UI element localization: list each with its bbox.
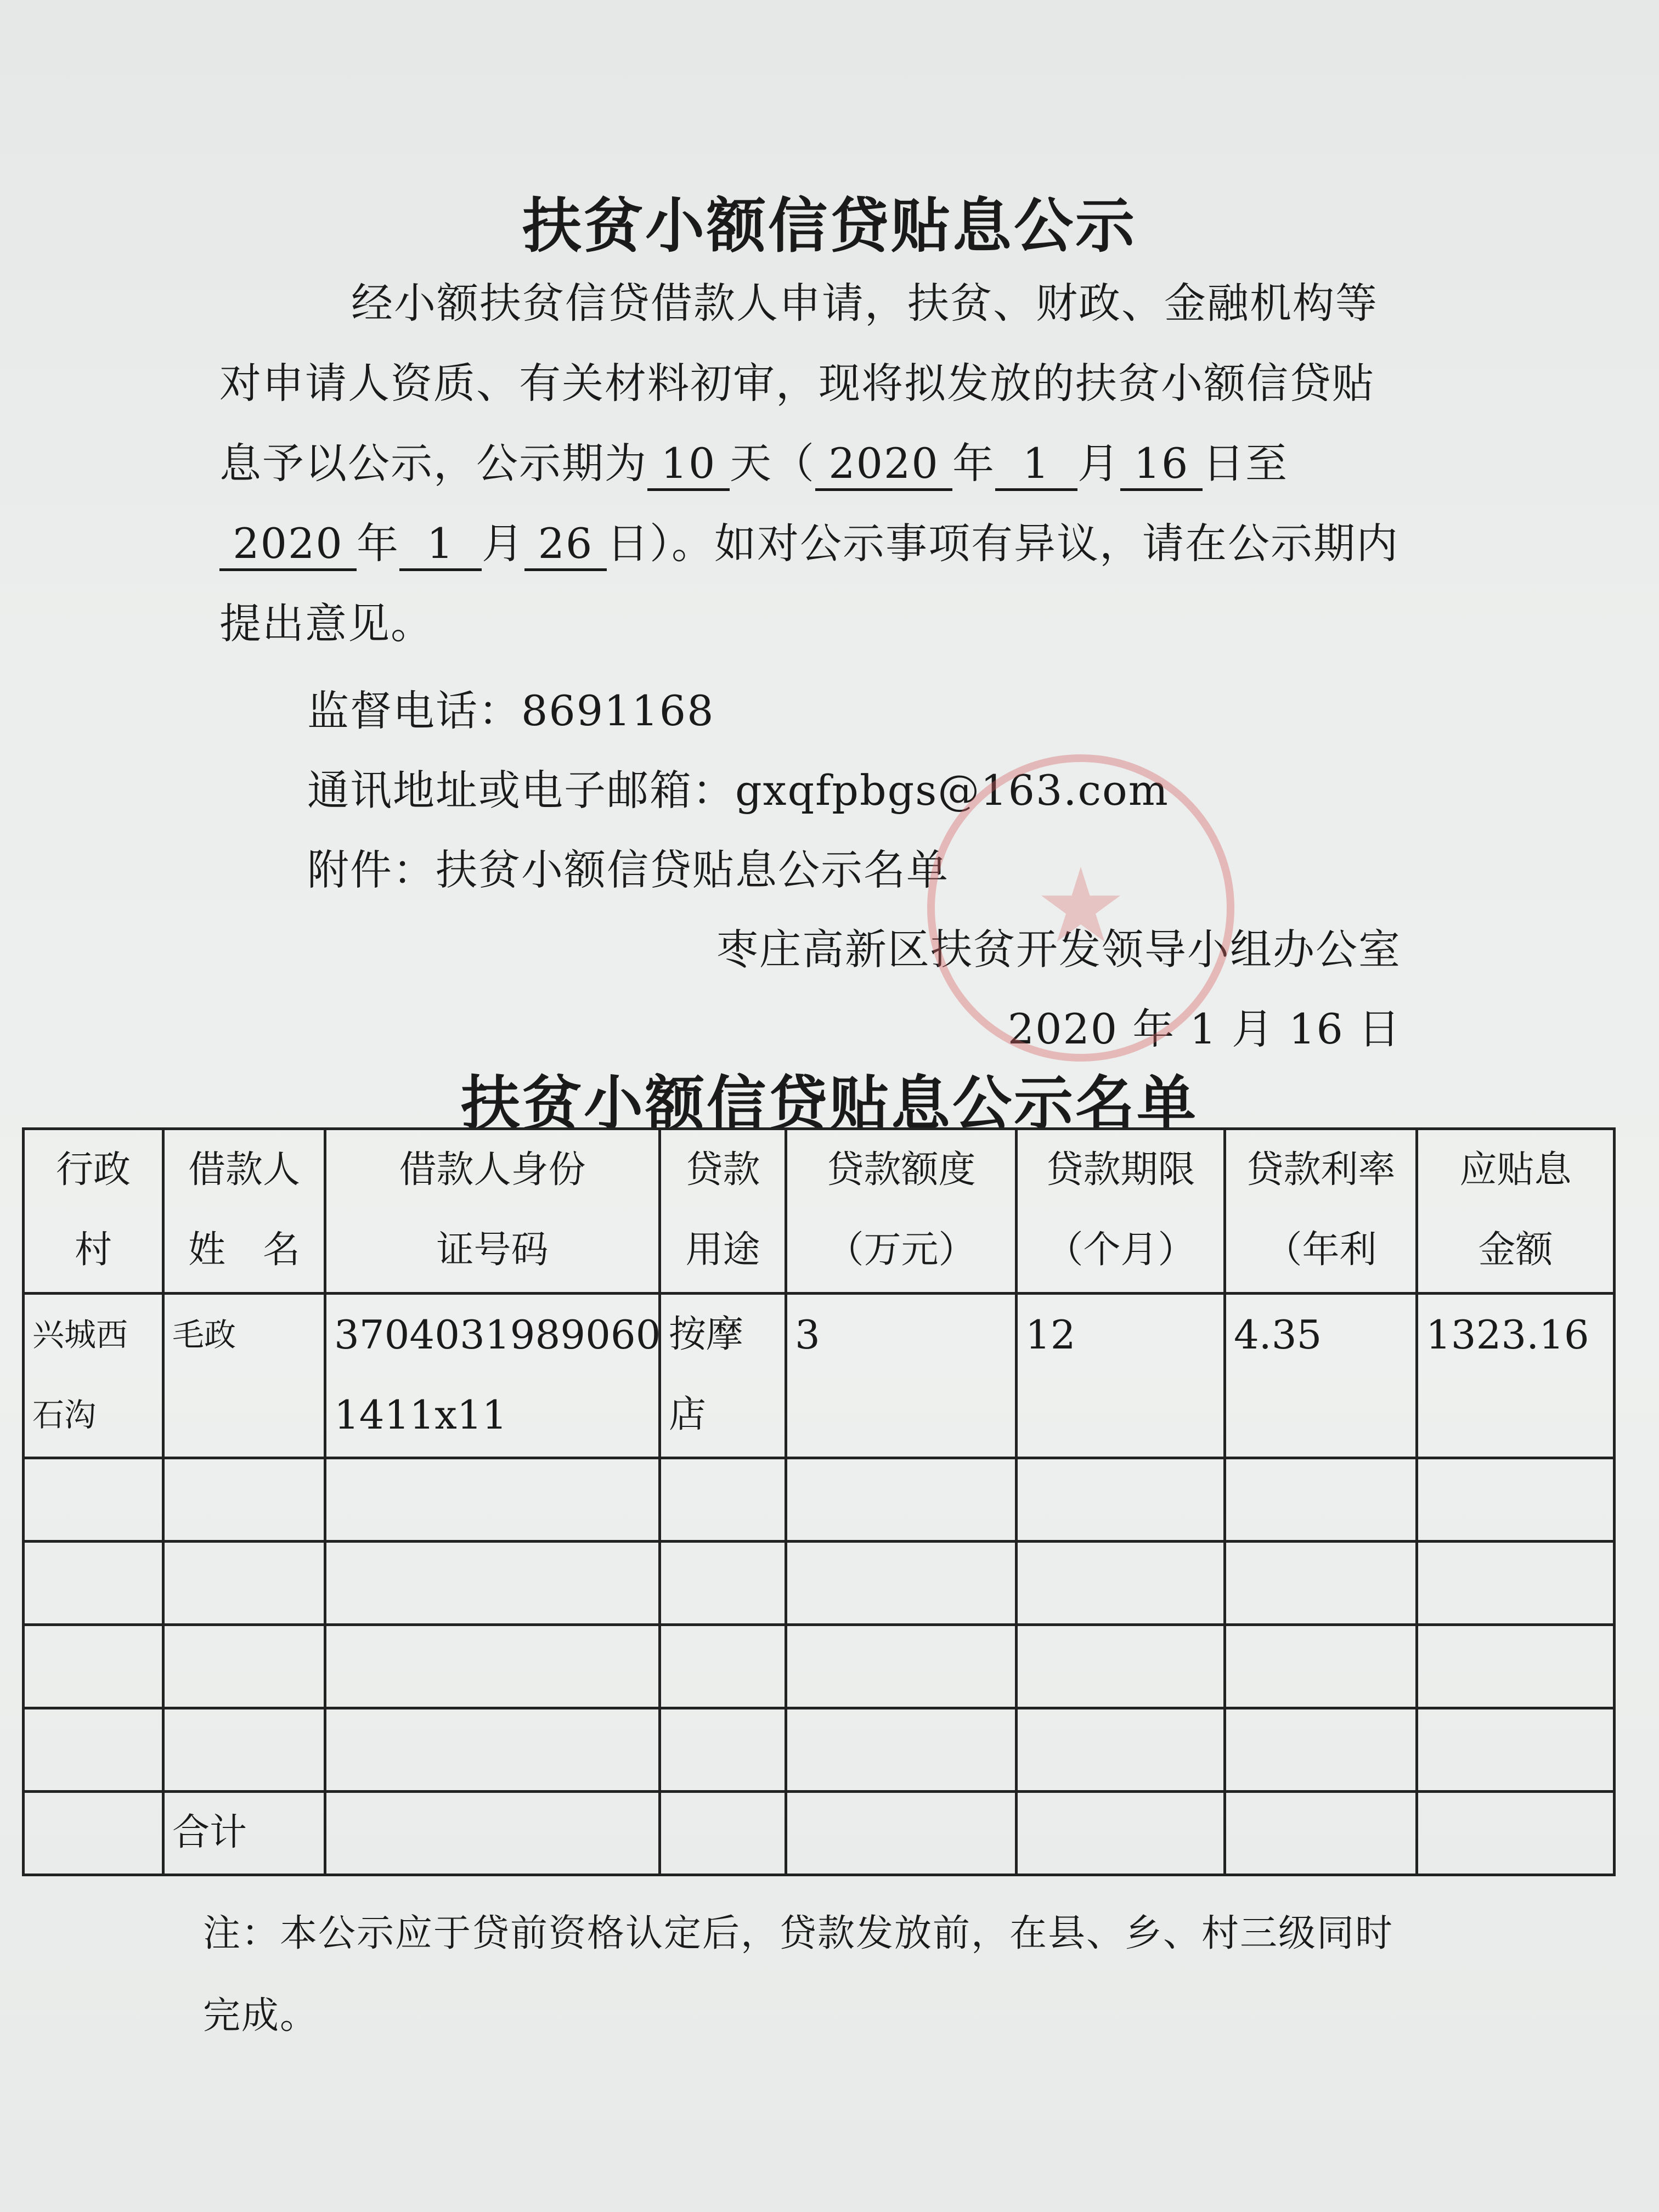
total-label: 合计: [163, 1792, 325, 1875]
start-month: 1: [995, 439, 1077, 491]
document-title: 扶贫小额信贷贴息公示: [522, 192, 1137, 261]
cell-subsidy: 1323.16: [1417, 1294, 1615, 1458]
attachment-line: 附件：扶贫小额信贷贴息公示名单: [307, 845, 949, 894]
header-amount: 贷款额度 （万元）: [786, 1129, 1017, 1294]
header-subsidy: 应贴息 金额: [1417, 1129, 1615, 1294]
period-days: 10: [647, 439, 730, 491]
issuer-name: 枣庄高新区扶贫开发领导小组办公室: [716, 925, 1401, 974]
header-id-number: 借款人身份 证号码: [325, 1129, 660, 1294]
header-rate: 贷款利率 （年利: [1225, 1129, 1417, 1294]
header-term: 贷款期限 （个月）: [1017, 1129, 1225, 1294]
cell-term: 12: [1017, 1294, 1225, 1458]
table-total-row: [24, 1792, 1615, 1875]
phone-number: 8691168: [521, 686, 715, 735]
cell-usage: 按摩 店: [660, 1294, 786, 1458]
cell-rate: 4.35: [1225, 1294, 1417, 1458]
issue-date: 2020 年 1 月 16 日: [1007, 1005, 1401, 1053]
footnote: 注：本公示应于贷前资格认定后，贷款发放前，在县、乡、村三级同时完成。: [203, 1912, 1394, 2038]
supervision-phone: 监督电话：8691168: [307, 686, 715, 735]
attachment-name: 扶贫小额信贷贴息公示名单: [436, 845, 949, 894]
cell-village: 兴城西 石沟: [24, 1294, 163, 1458]
start-day: 16: [1120, 439, 1203, 491]
subsidy-list-table: [22, 1127, 1616, 1876]
header-borrower-name: 借款人 姓 名: [163, 1129, 325, 1294]
notice-paragraph: 经小额扶贫信贷借款人申请，扶贫、财政、金融机构等对申请人资质、有关材料初审，现将拟发放的扶贫小额信贷贴息予以公示，公示期为 10 天（ 2020 年 1 月 16 日至2020 年 1 月 26 日）。如对公示事项有异议，请在公示期内提出意见。: [219, 279, 1399, 648]
table-row-empty: [24, 1542, 1615, 1625]
start-year: 2020: [815, 439, 952, 491]
table-row-empty: [24, 1458, 1615, 1542]
end-month: 1: [399, 519, 482, 571]
list-title: 扶贫小额信贷贴息公示名单: [460, 1070, 1198, 1138]
table-row-empty: [24, 1708, 1615, 1792]
notice-text-3: 日）。如对公示事项有异议，请在公示期内提出意见。: [219, 519, 1399, 648]
cell-amount: 3: [786, 1294, 1017, 1458]
notice-text-1: 经小额扶贫信贷借款人申请，扶贫、财政、金融机构等对申请人资质、有关材料初审，现将拟发放的扶贫小额信贷贴息予以公示，公示期为: [219, 279, 1378, 488]
cell-id-number: 3704031989060 1411x11: [325, 1294, 660, 1458]
table-row-empty: [24, 1625, 1615, 1708]
official-seal-icon: [927, 754, 1234, 1062]
header-village: 行政 村: [24, 1129, 163, 1294]
header-usage: 贷款 用途: [660, 1129, 786, 1294]
email-address: gxqfpbgs@163.com: [735, 766, 1169, 815]
table-row: [24, 1294, 1615, 1458]
end-year: 2020: [219, 519, 357, 571]
cell-name: 毛政: [163, 1294, 325, 1458]
table-header-row: [24, 1129, 1615, 1294]
contact-address: 通讯地址或电子邮箱：gxqfpbgs@163.com: [307, 766, 1169, 815]
notice-text-2: 天（: [730, 439, 815, 488]
end-day: 26: [524, 519, 607, 571]
